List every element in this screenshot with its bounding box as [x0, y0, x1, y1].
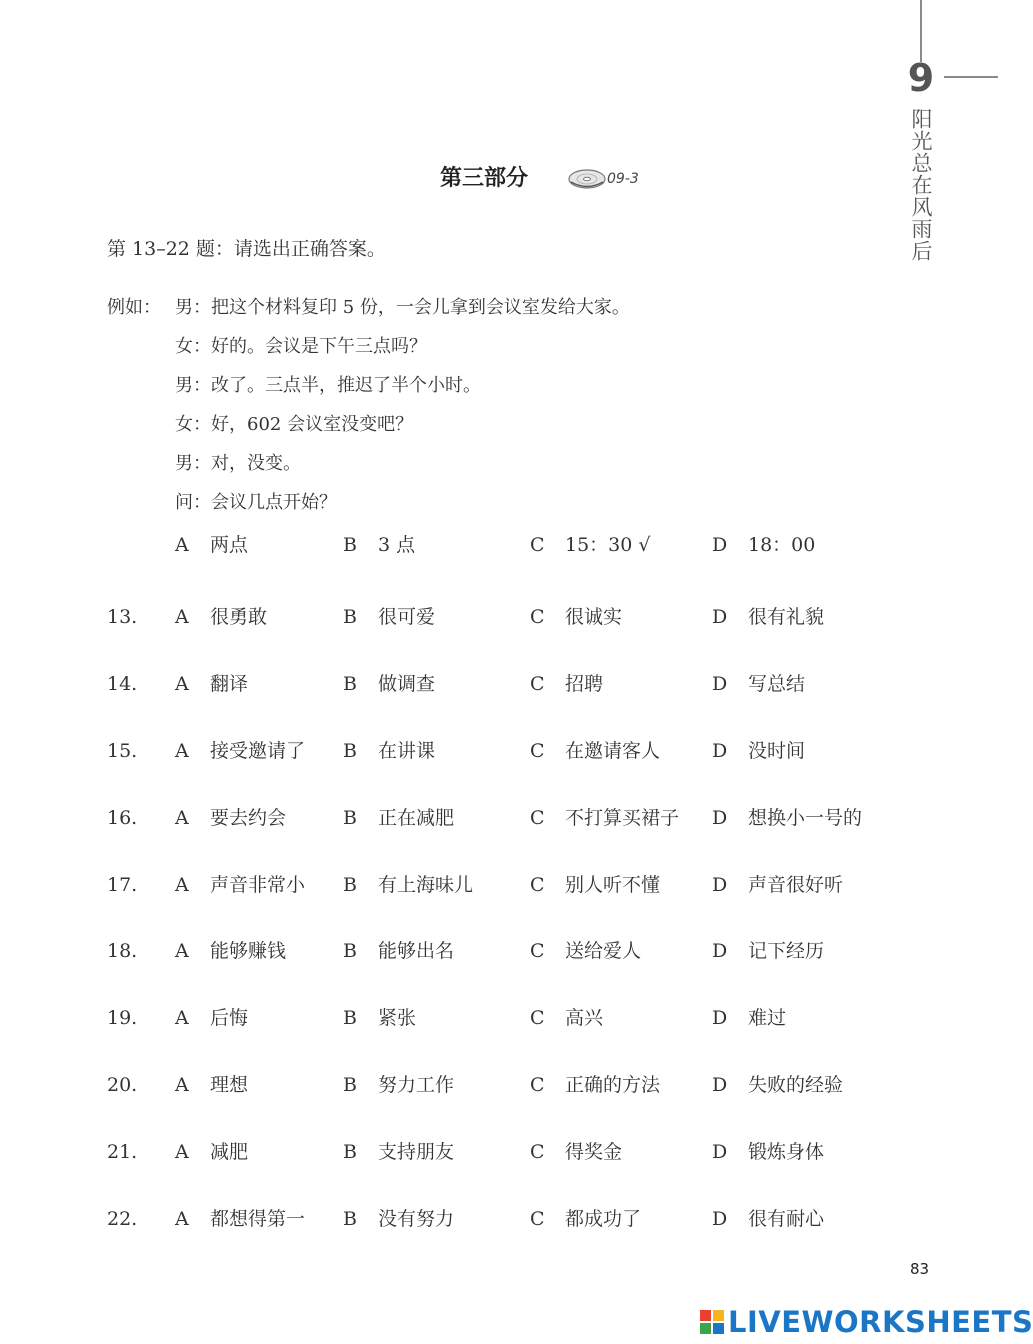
question-row[interactable] — [0, 1069, 1000, 1101]
option-letter: A — [175, 1074, 189, 1096]
audio-track-code: 09-3 — [607, 171, 639, 187]
option-letter: C — [530, 534, 545, 556]
chapter-number: 9 — [907, 56, 935, 100]
question-number: 14. — [107, 673, 138, 695]
question-row[interactable] — [0, 668, 1000, 700]
question-number: 13. — [107, 606, 138, 628]
question-row[interactable] — [0, 1136, 1000, 1168]
question-number: 15. — [107, 740, 138, 762]
option-letter: B — [343, 940, 357, 962]
question-row[interactable] — [0, 1203, 1000, 1235]
option-text[interactable]: 正在减肥 — [378, 807, 455, 829]
option-text[interactable]: 声音非常小 — [210, 874, 306, 896]
option-letter: C — [530, 673, 545, 695]
option-text[interactable]: 努力工作 — [378, 1074, 455, 1096]
option-text[interactable]: 都想得第一 — [210, 1208, 306, 1230]
question-number: 22. — [107, 1208, 138, 1230]
option-text: 3 点 — [378, 534, 416, 556]
option-letter: D — [712, 534, 728, 556]
option-text[interactable]: 很有耐心 — [748, 1208, 825, 1230]
option-text[interactable]: 在邀请客人 — [565, 740, 661, 762]
option-text[interactable]: 很勇敢 — [210, 606, 268, 628]
option-letter: D — [712, 1074, 728, 1096]
option-letter: B — [343, 1208, 357, 1230]
option-text[interactable]: 紧张 — [378, 1007, 417, 1029]
option-letter: B — [343, 1074, 357, 1096]
liveworksheets-logo-icon — [700, 1310, 724, 1334]
option-text[interactable]: 能够出名 — [378, 940, 455, 962]
option-text[interactable]: 高兴 — [565, 1007, 604, 1029]
option-letter: A — [175, 1007, 189, 1029]
option-text[interactable]: 支持朋友 — [378, 1141, 455, 1163]
chapter-rule-vertical — [920, 0, 922, 62]
option-letter: A — [175, 874, 189, 896]
question-row[interactable] — [0, 935, 1000, 967]
option-text[interactable]: 减肥 — [210, 1141, 249, 1163]
option-text[interactable]: 正确的方法 — [565, 1074, 661, 1096]
dialogue-line: 女：好的。会议是下午三点吗？ — [175, 336, 427, 357]
option-text[interactable]: 很有礼貌 — [748, 606, 825, 628]
option-text[interactable]: 锻炼身体 — [748, 1141, 825, 1163]
section-title: 第三部分 — [440, 165, 529, 191]
option-text[interactable]: 记下经历 — [748, 940, 825, 962]
option-letter: D — [712, 673, 728, 695]
question-row[interactable] — [0, 735, 1000, 767]
option-letter: D — [712, 1141, 728, 1163]
option-letter: C — [530, 1208, 545, 1230]
option-text[interactable]: 要去约会 — [210, 807, 287, 829]
option-text[interactable]: 做调查 — [378, 673, 436, 695]
option-letter: C — [530, 606, 545, 628]
option-text[interactable]: 声音很好听 — [748, 874, 844, 896]
option-letter: D — [712, 1007, 728, 1029]
option-letter: C — [530, 1141, 545, 1163]
option-text[interactable]: 理想 — [210, 1074, 249, 1096]
option-text[interactable]: 在讲课 — [378, 740, 436, 762]
option-letter: C — [530, 807, 545, 829]
option-letter: B — [343, 740, 357, 762]
question-row[interactable] — [0, 869, 1000, 901]
option-letter: B — [343, 606, 357, 628]
option-letter: D — [712, 940, 728, 962]
option-text[interactable]: 都成功了 — [565, 1208, 642, 1230]
option-text[interactable]: 别人听不懂 — [565, 874, 661, 896]
option-text[interactable]: 能够赚钱 — [210, 940, 287, 962]
dialogue-line: 男：把这个材料复印 5 份，一会儿拿到会议室发给大家。 — [175, 297, 630, 318]
question-number: 20. — [107, 1074, 138, 1096]
question-number: 19. — [107, 1007, 138, 1029]
option-text[interactable]: 接受邀请了 — [210, 740, 306, 762]
option-letter: C — [530, 740, 545, 762]
option-text[interactable]: 翻译 — [210, 673, 249, 695]
option-letter: A — [175, 940, 189, 962]
option-text[interactable]: 没时间 — [748, 740, 806, 762]
option-letter: C — [530, 1007, 545, 1029]
question-number: 17. — [107, 874, 138, 896]
option-letter: A — [175, 606, 189, 628]
instruction-text: 第 13–22 题：请选出正确答案。 — [107, 238, 386, 260]
option-letter: A — [175, 740, 189, 762]
option-letter: C — [530, 874, 545, 896]
question-row[interactable] — [0, 1002, 1000, 1034]
page-number: 83 — [910, 1260, 930, 1278]
liveworksheets-watermark[interactable] — [700, 1302, 1033, 1342]
option-letter: A — [175, 807, 189, 829]
option-letter: D — [712, 606, 728, 628]
option-letter: C — [530, 1074, 545, 1096]
dialogue-line: 男：对，没变。 — [175, 453, 301, 474]
option-text[interactable]: 有上海味儿 — [378, 874, 474, 896]
example-question: 问：会议几点开始？ — [175, 492, 337, 513]
option-letter: C — [530, 940, 545, 962]
option-letter: D — [712, 740, 728, 762]
option-letter: D — [712, 807, 728, 829]
watermark-text: LIVEWORKSHEETS — [728, 1305, 1033, 1339]
option-letter: B — [343, 874, 357, 896]
example-label: 例如： — [107, 297, 161, 318]
option-text[interactable]: 后悔 — [210, 1007, 249, 1029]
option-text: 18：00 — [748, 534, 816, 556]
option-text[interactable]: 难过 — [748, 1007, 787, 1029]
option-text[interactable]: 想换小一号的 — [748, 807, 863, 829]
option-text[interactable]: 送给爱人 — [565, 940, 642, 962]
question-row[interactable] — [0, 601, 1000, 633]
option-letter: A — [175, 1141, 189, 1163]
option-text[interactable]: 很可爱 — [378, 606, 436, 628]
chapter-title: 阳光总在风雨后 — [909, 108, 933, 262]
question-number: 21. — [107, 1141, 138, 1163]
option-text[interactable]: 写总结 — [748, 673, 806, 695]
option-text[interactable]: 不打算买裙子 — [565, 807, 680, 829]
option-letter: D — [712, 874, 728, 896]
option-letter: A — [175, 1208, 189, 1230]
option-letter: B — [343, 534, 357, 556]
option-letter: A — [175, 673, 189, 695]
option-text[interactable]: 招聘 — [565, 673, 604, 695]
dialogue-line: 男：改了。三点半，推迟了半个小时。 — [175, 375, 481, 396]
dialogue-line: 女：好，602 会议室没变吧？ — [175, 414, 414, 435]
option-text-correct: 15：30 √ — [565, 534, 651, 556]
option-letter: D — [712, 1208, 728, 1230]
option-text: 两点 — [210, 534, 249, 556]
option-letter: A — [175, 534, 189, 556]
option-letter: B — [343, 673, 357, 695]
option-text[interactable]: 很诚实 — [565, 606, 623, 628]
question-row[interactable] — [0, 802, 1000, 834]
option-letter: B — [343, 807, 357, 829]
example-options — [0, 529, 1000, 561]
option-text[interactable]: 没有努力 — [378, 1208, 455, 1230]
audio-cd-icon[interactable] — [567, 167, 607, 191]
option-text[interactable]: 得奖金 — [565, 1141, 623, 1163]
question-number: 16. — [107, 807, 138, 829]
chapter-rule-horizontal — [944, 76, 998, 78]
option-letter: B — [343, 1007, 357, 1029]
option-text[interactable]: 失败的经验 — [748, 1074, 844, 1096]
option-letter: B — [343, 1141, 357, 1163]
question-number: 18. — [107, 940, 138, 962]
